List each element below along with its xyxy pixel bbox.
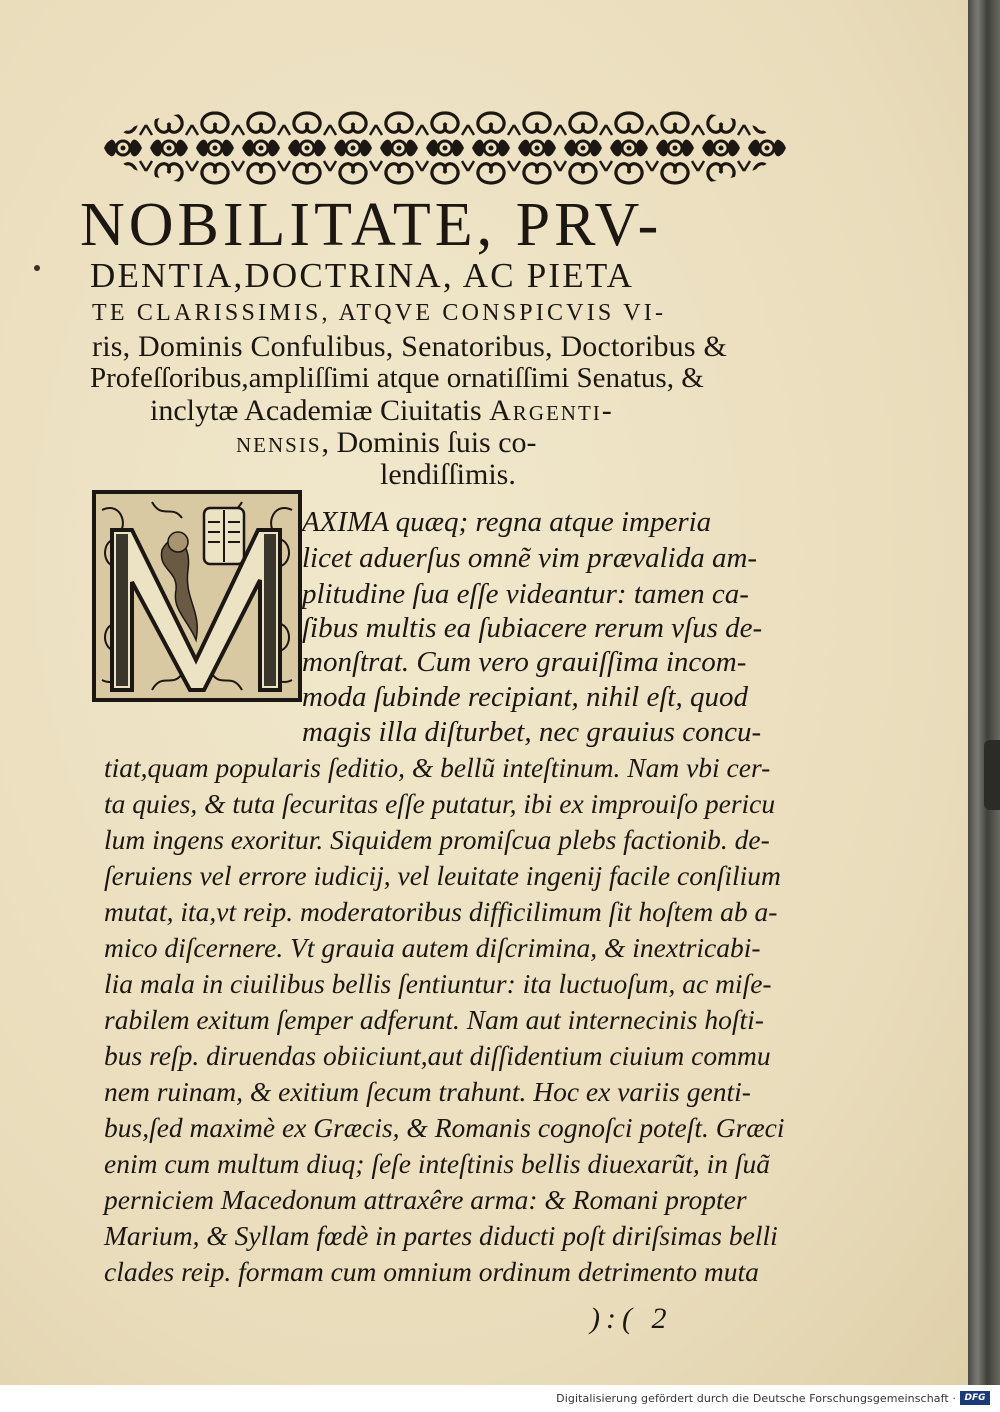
title-line-8: lendiſſimis. xyxy=(380,458,516,491)
body-line-18: bus,ſed maximè ex Græcis, & Romanis cognoſci poteſt. Græci xyxy=(104,1112,785,1143)
title-line-4: ris, Dominis Confulibus, Senatoribus, Doctoribus & xyxy=(92,330,727,363)
body-line-4: ſibus multis ea ſubiacere rerum vſus de- xyxy=(302,612,763,644)
footer-credit: Digitalisierung gefördert durch die Deutsche Forschungsgemeinschaft · xyxy=(556,1392,956,1405)
body-line-13: mico diſcernere. Vt grauia autem diſcrimina, & inextricabi- xyxy=(104,932,761,963)
margin-mark xyxy=(34,265,40,271)
title-line-6-text: inclytæ Academiæ Ciuitatis xyxy=(150,394,490,427)
body-line-9: ta quies, & tuta ſecuritas eſſe putatur, ibi ex improuiſo pericu xyxy=(104,788,776,819)
body-line-16: bus reſp. diruendas obiiciunt,aut diſſidentium ciuium commu xyxy=(104,1040,771,1071)
title-city-suffix: nensis xyxy=(236,426,322,459)
title-line-3: TE CLARISSIMIS, ATQVE CONSPICVIS VI- xyxy=(92,300,667,326)
body-line-12: mutat, ita,vt reip. moderatoribus difficilimum ſit hoſtem ab a- xyxy=(104,896,778,927)
body-line-21: Marium, & Syllam fœdè in partes diducti poſt diriſsimas belli xyxy=(104,1220,778,1251)
body-line-2: licet aduerſus omnẽ vim prævalida am- xyxy=(302,542,758,574)
dfg-logo: DFG xyxy=(960,1391,990,1405)
page-edge xyxy=(968,0,1000,1385)
body-line-22: clades reip. formam cum omnium ordinum detrimento muta xyxy=(104,1256,759,1287)
body-line-8: tiat,quam popularis ſeditio, & bellũ inteſtinum. Nam vbi cer- xyxy=(104,752,771,783)
body-line-19: enim cum multum diuq; ſeſe inteſtinis bellis diuexarũt, in ſuã xyxy=(104,1148,771,1179)
body-line-7: magis illa diſturbet, nec grauius concu- xyxy=(302,716,762,748)
body-line-3: plitudine ſua eſſe videantur: tamen ca- xyxy=(302,578,749,610)
page-tab xyxy=(984,740,1000,810)
body-line-15: rabilem exitum ſemper adferunt. Nam aut internecinis hoſti- xyxy=(104,1004,764,1035)
title-line-7-text: , Dominis ſuis co- xyxy=(321,426,537,459)
footer-bar xyxy=(0,1385,1000,1412)
body-line-10: lum ingens exoritur. Siquidem promiſcua plebs factionib. de- xyxy=(104,824,770,855)
body-line-5: monſtrat. Cum vero grauiſſima incom- xyxy=(302,646,747,678)
title-line-6 xyxy=(150,394,614,428)
body-line-6: moda ſubinde recipiant, nihil eſt, quod xyxy=(302,681,748,713)
title-line-2: DENTIA,DOCTRINA, AC PIETA xyxy=(90,256,635,295)
title-line-1: NOBILITATE, PRV- xyxy=(80,191,663,259)
body-line-20: perniciem Macedonum attraxêre arma: & Romani propter xyxy=(104,1184,747,1215)
ornament-band xyxy=(100,105,790,191)
body-line-11: ſeruiens vel errore iudicij, vel leuitate ingenij facile conſilium xyxy=(104,860,781,891)
body-line-1: AXIMA quæq; regna atque imperia xyxy=(302,506,712,538)
body-line-17: nem ruinam, & exitium ſecum trahunt. Hoc ex variis genti- xyxy=(104,1076,751,1107)
body-line-14: lia mala in ciuilibus bellis ſentiuntur: ita luctuoſum, ac miſe- xyxy=(104,968,772,999)
title-line-5: Profeſſoribus,ampliſſimi atque ornatiſſimi Senatus, & xyxy=(90,362,704,394)
decorated-initial-m xyxy=(92,490,302,702)
signature-mark: ):( 2 xyxy=(590,1302,673,1335)
title-city-name: Argenti- xyxy=(489,394,614,427)
title-line-7 xyxy=(236,426,537,460)
